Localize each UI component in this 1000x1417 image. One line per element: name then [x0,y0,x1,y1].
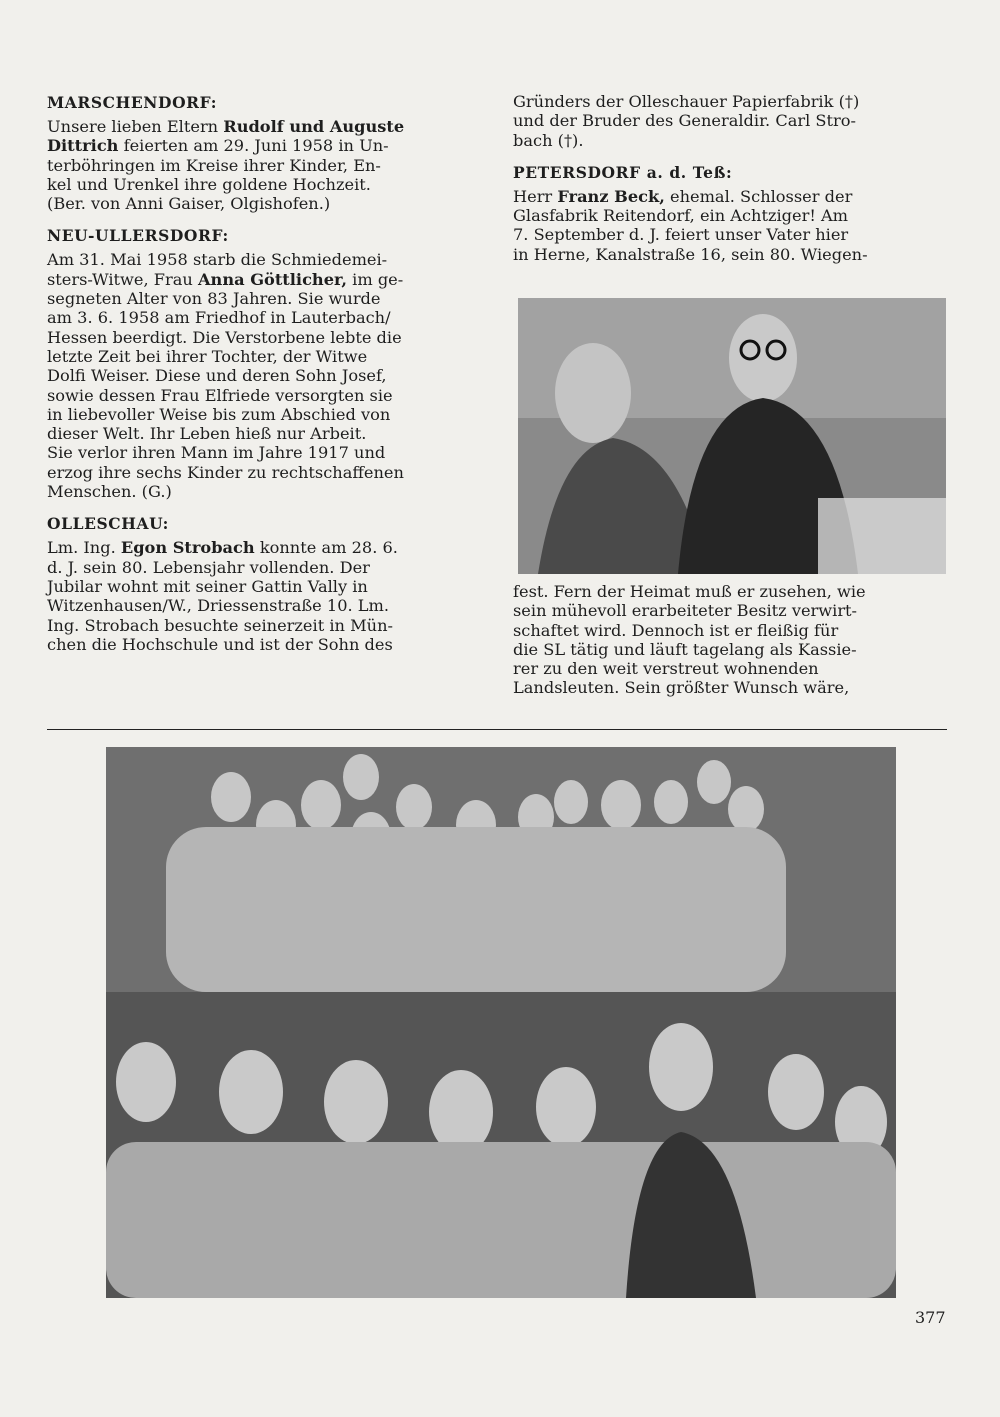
page-number: 377 [915,1308,946,1327]
article-petersdorf-continued: fest. Fern der Heimat muß er zusehen, wie sein mühevoll erarbeiteter Besitz verwirt- schaftet wird. Dennoch ist er fleißig für die SL tätig und läuft tagelang als Kassie- rer zu den weit verstreut wohnenden Landsleuten. Sein größter Wunsch wäre, [513,582,866,698]
article-neu-ullersdorf: Am 31. Mai 1958 starb die Schmiedemei- sters-Witwe, Frau Anna Göttlicher, im ge- segneten Alter von 83 Jahren. Sie wurde am 3. 6. 1958 am Friedhof in Lauterbach/ Hessen beerdigt. Die Verstorbene lebte die letzte Zeit bei ihrer Tochter, der Witwe Dolfi Weiser. Diese und deren Sohn Josef, sowie dessen Frau Elfriede versorgten sie in liebevoller Weise bis zum Abschied von dieser Welt. Ihr Leben hieß nur Arbeit. Sie verlor ihren Mann im Jahre 1917 und erzog ihre sechs Kinder zu rechtschaffenen Menschen. (G.) [47,250,404,502]
right-column [513,92,947,276]
right-column-continued [513,582,947,710]
olleschau-continuation: Gründers der Olleschauer Papierfabrik (†) und der Bruder des Generaldir. Carl Stro- bach (†). [513,92,860,150]
heading-petersdorf: PETERSDORF a. d. Teß: [513,162,733,182]
photo-group-bottom-row [106,992,896,1298]
heading-neu-ullersdorf: NEU-ULLERSDORF: [47,226,229,246]
heading-marschendorf: MARSCHENDORF: [47,93,218,112]
article-olleschau: Lm. Ing. Egon Strobach konnte am 28. 6. d. J. sein 80. Lebensjahr vollenden. Der Jubilar wohnt mit seiner Gattin Vally in Witzenhausen/W., Driessenstraße 10. Lm. Ing. Strobach besuchte seinerzeit in Mün- chen die Hochschule und ist der Sohn des [47,538,398,654]
photo-group-women [106,747,896,1298]
group-top-illustration [106,747,896,992]
photo-elderly-couple [518,298,946,574]
article-petersdorf: Herr Franz Beck, ehemal. Schlosser der Glasfabrik Reitendorf, ein Achtziger! Am 7. September d. J. feiert unser Vater hier in Herne, Kanalstraße 16, sein 80. Wiegen- [513,186,868,264]
photo-couple-illustration [518,298,946,574]
group-bottom-illustration [106,992,896,1298]
article-marschendorf: Unsere lieben Eltern Rudolf und Auguste Dittrich feierten am 29. Juni 1958 in Un- terböhringen im Kreise ihrer Kinder, En- kel und Urenkel ihre goldene Hochzeit. (Ber. von Anni Gaiser, Olgishofen.) [47,117,405,214]
section-divider-rule [47,729,947,730]
photo-group-top-row [106,747,896,992]
left-column [47,92,484,666]
heading-olleschau: OLLESCHAU: [47,514,170,534]
